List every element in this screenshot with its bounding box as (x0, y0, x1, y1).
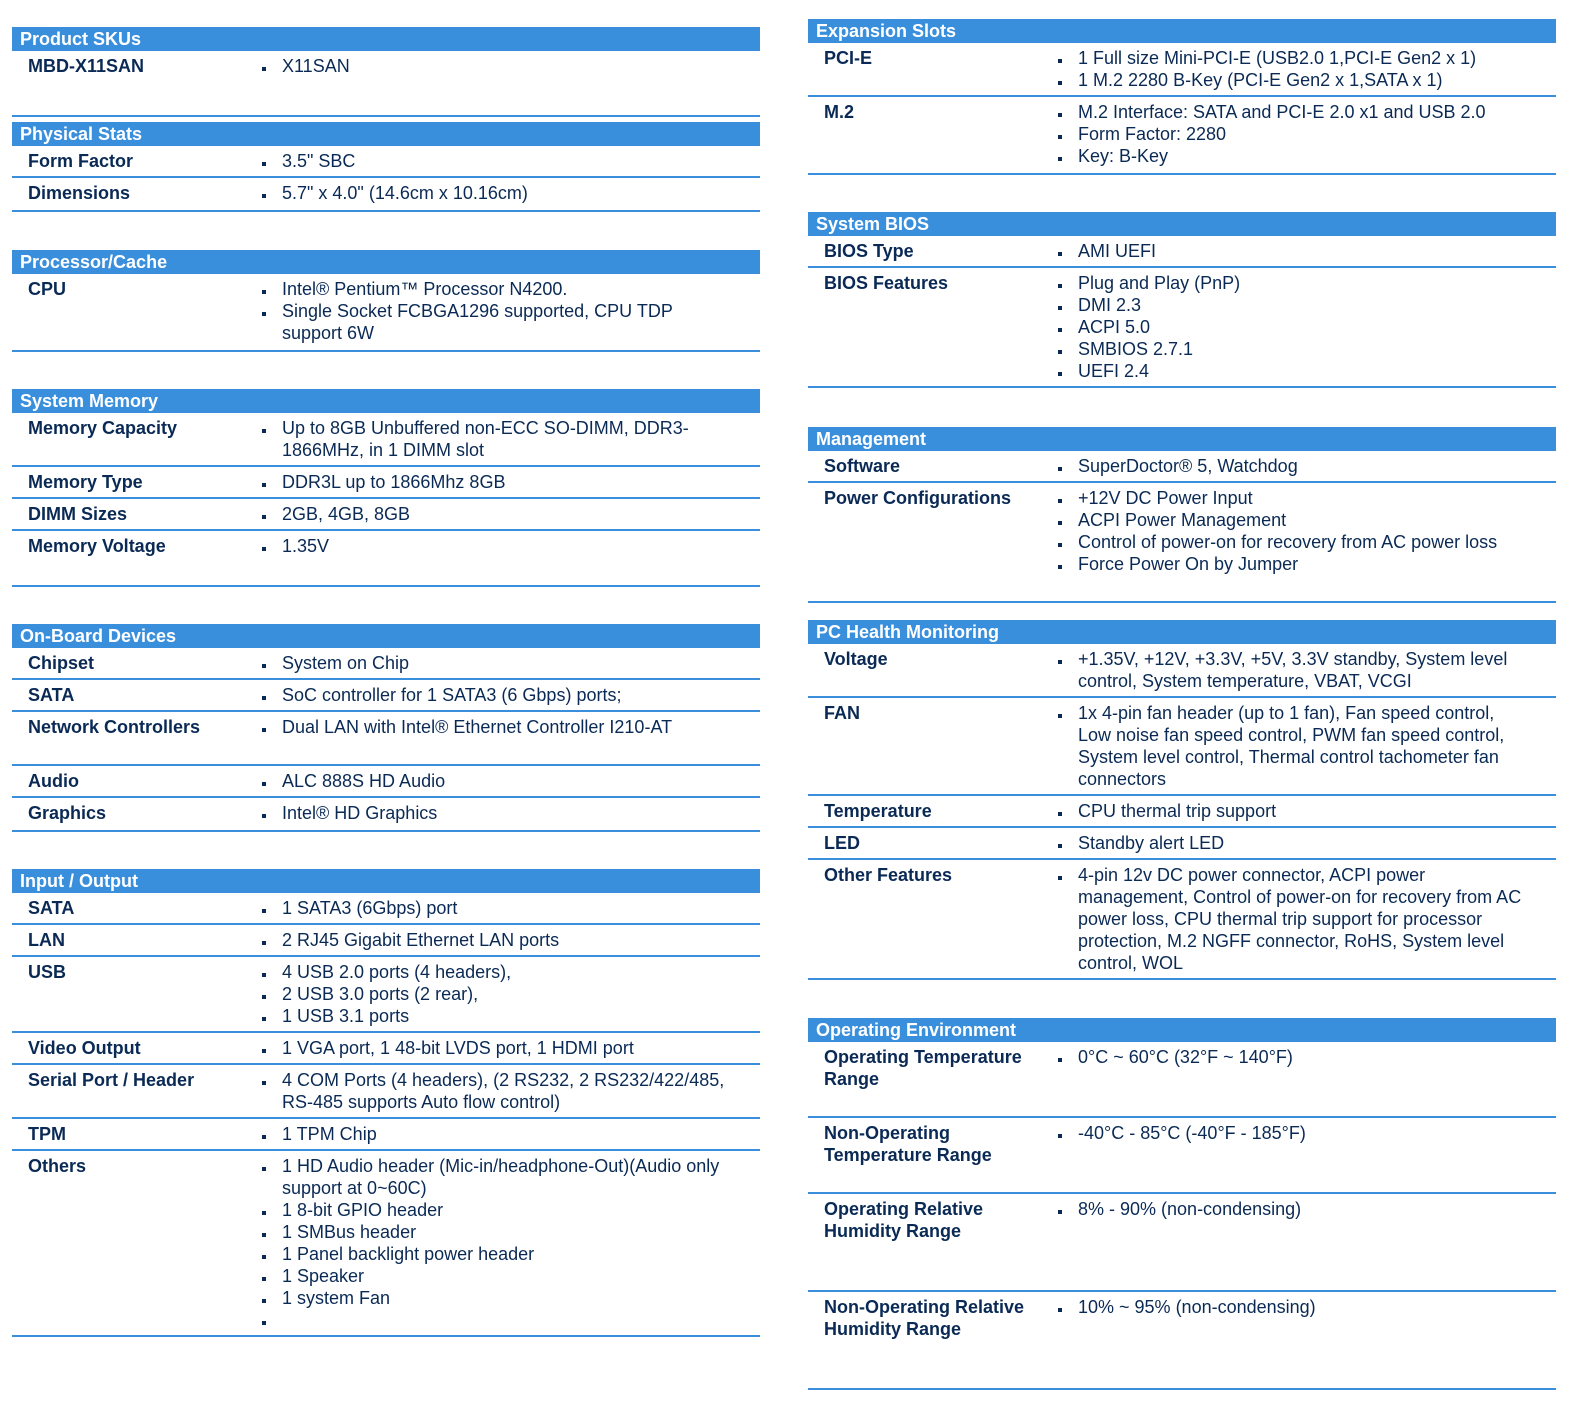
spec-value-list (282, 503, 730, 525)
spec-value: 2 RJ45 Gigabit Ethernet LAN ports (282, 929, 730, 951)
spec-label: Network Controllers (28, 717, 201, 737)
section-header-processor-cache: Processor/Cache (12, 250, 760, 274)
spec-value-list (282, 535, 730, 557)
spec-label: M.2 (824, 102, 855, 122)
spec-row (12, 1065, 760, 1119)
section-header-on-board-devices: On-Board Devices (12, 624, 760, 648)
spec-value: Intel® HD Graphics (282, 802, 730, 824)
spec-value: -40°C - 85°C (-40°F - 185°F) (1078, 1122, 1526, 1144)
section-header-system-memory: System Memory (12, 389, 760, 413)
spec-label: SATA (28, 898, 75, 918)
spec-value-list (1078, 47, 1526, 91)
spec-value-list (282, 1155, 730, 1331)
spec-row (12, 1033, 760, 1065)
spec-value-list (1078, 1122, 1526, 1144)
spec-label: Operating Temperature Range (824, 1047, 1022, 1089)
spec-label: Chipset (28, 653, 95, 673)
spec-value-list (1078, 832, 1526, 854)
spec-row (808, 860, 1556, 980)
spec-value: 1 Speaker (282, 1265, 730, 1287)
spec-value-list (282, 684, 730, 706)
spec-value-list (282, 278, 730, 344)
spec-value-list (1078, 1296, 1526, 1318)
spec-row (808, 483, 1556, 603)
spec-row (12, 467, 760, 499)
spec-value: 1 HD Audio header (Mic-in/headphone-Out)(Audio only support at 0~60C) (282, 1155, 730, 1199)
spec-row (12, 146, 760, 178)
spec-value: Form Factor: 2280 (1078, 123, 1526, 145)
section-header-product-skus: Product SKUs (12, 27, 760, 51)
spec-row (12, 712, 760, 766)
spec-value-list (282, 1037, 730, 1059)
spec-label: PCI-E (824, 48, 873, 68)
spec-value: 1.35V (282, 535, 730, 557)
spec-label: Memory Type (28, 472, 143, 492)
spec-value: SoC controller for 1 SATA3 (6 Gbps) ports; (282, 684, 730, 706)
spec-row (12, 178, 760, 212)
spec-row (808, 1194, 1556, 1292)
spec-row (808, 451, 1556, 483)
spec-value: 1 system Fan (282, 1287, 730, 1309)
spec-value-list (282, 716, 730, 738)
spec-row (12, 680, 760, 712)
spec-value-list (282, 417, 730, 461)
spec-label: TPM (28, 1124, 66, 1144)
spec-row (808, 644, 1556, 698)
spec-value: 2 USB 3.0 ports (2 rear), (282, 983, 730, 1005)
spec-value: 8% - 90% (non-condensing) (1078, 1198, 1526, 1220)
spec-value-list (1078, 702, 1526, 790)
spec-value: 1 SMBus header (282, 1221, 730, 1243)
spec-label: BIOS Features (824, 273, 949, 293)
spec-row (808, 698, 1556, 796)
spec-value: ACPI 5.0 (1078, 316, 1526, 338)
spec-value: 2GB, 4GB, 8GB (282, 503, 730, 525)
spec-value: 1 M.2 2280 B-Key (PCI-E Gen2 x 1,SATA x 1) (1078, 69, 1526, 91)
spec-value-list (282, 471, 730, 493)
spec-value-list (1078, 455, 1526, 477)
spec-value-list (282, 929, 730, 951)
spec-row (12, 893, 760, 925)
spec-value: Key: B-Key (1078, 145, 1526, 167)
spec-row (808, 268, 1556, 388)
spec-label: Other Features (824, 865, 953, 885)
spec-row (12, 51, 760, 117)
spec-value: 1 USB 3.1 ports (282, 1005, 730, 1027)
spec-row (12, 925, 760, 957)
spec-value: SMBIOS 2.7.1 (1078, 338, 1526, 360)
spec-value-list (282, 55, 730, 77)
spec-value: Up to 8GB Unbuffered non-ECC SO-DIMM, DDR3-1866MHz, in 1 DIMM slot (282, 417, 730, 461)
spec-label: BIOS Type (824, 241, 914, 261)
spec-value: 1 SATA3 (6Gbps) port (282, 897, 730, 919)
spec-value: Plug and Play (PnP) (1078, 272, 1526, 294)
spec-row (12, 531, 760, 587)
section-header-physical-stats: Physical Stats (12, 122, 760, 146)
spec-label: CPU (28, 279, 67, 299)
spec-value (282, 1309, 730, 1331)
spec-value: 3.5" SBC (282, 150, 730, 172)
spec-row (12, 648, 760, 680)
spec-row (12, 957, 760, 1033)
spec-value-list (1078, 648, 1526, 692)
spec-label: Temperature (824, 801, 932, 821)
spec-value: ACPI Power Management (1078, 509, 1526, 531)
section-header-management: Management (808, 427, 1556, 451)
spec-value: SuperDoctor® 5, Watchdog (1078, 455, 1526, 477)
spec-value-list (282, 1069, 730, 1113)
spec-value: X11SAN (282, 55, 730, 77)
spec-label: Memory Capacity (28, 418, 178, 438)
spec-value-list (1078, 1046, 1526, 1068)
spec-value: Intel® Pentium™ Processor N4200. (282, 278, 730, 300)
spec-label: FAN (824, 703, 860, 723)
spec-row (808, 43, 1556, 97)
spec-value-list (282, 802, 730, 824)
spec-value: +12V DC Power Input (1078, 487, 1526, 509)
spec-row (12, 1119, 760, 1151)
spec-label: Video Output (28, 1038, 141, 1058)
spec-label: Power Configurations (824, 488, 1012, 508)
spec-label: SATA (28, 685, 75, 705)
spec-value: 10% ~ 95% (non-condensing) (1078, 1296, 1526, 1318)
section-header-pc-health-monitoring: PC Health Monitoring (808, 620, 1556, 644)
spec-value: Control of power-on for recovery from AC power loss (1078, 531, 1526, 553)
spec-row (808, 97, 1556, 175)
spec-value: System on Chip (282, 652, 730, 674)
spec-value: 0°C ~ 60°C (32°F ~ 140°F) (1078, 1046, 1526, 1068)
spec-row (808, 1292, 1556, 1390)
spec-row (12, 274, 760, 352)
spec-label: Non-Operating Relative Humidity Range (824, 1297, 1025, 1339)
spec-value: 1 Full size Mini-PCI-E (USB2.0 1,PCI-E Gen2 x 1) (1078, 47, 1526, 69)
spec-row (12, 1151, 760, 1337)
spec-value: M.2 Interface: SATA and PCI-E 2.0 x1 and USB 2.0 (1078, 101, 1526, 123)
spec-value-list (1078, 240, 1526, 262)
spec-label: Serial Port / Header (28, 1070, 195, 1090)
section-header-operating-environment: Operating Environment (808, 1018, 1556, 1042)
spec-value-list (282, 182, 730, 204)
section-header-expansion-slots: Expansion Slots (808, 19, 1556, 43)
spec-value-list (282, 961, 730, 1027)
spec-label: MBD-X11SAN (28, 56, 145, 76)
spec-label: Dimensions (28, 183, 131, 203)
spec-value-list (1078, 101, 1526, 167)
spec-value: 1 TPM Chip (282, 1123, 730, 1145)
spec-label: Memory Voltage (28, 536, 166, 556)
spec-value-list (1078, 487, 1526, 575)
spec-value-list (1078, 272, 1526, 382)
spec-value-list (1078, 1198, 1526, 1220)
spec-value: UEFI 2.4 (1078, 360, 1526, 382)
spec-value-list (282, 150, 730, 172)
spec-row (12, 413, 760, 467)
section-header-system-bios: System BIOS (808, 212, 1556, 236)
spec-value-list (282, 652, 730, 674)
spec-label: Form Factor (28, 151, 134, 171)
spec-label: Voltage (824, 649, 888, 669)
spec-value: Dual LAN with Intel® Ethernet Controller I210-AT (282, 716, 730, 738)
spec-value: CPU thermal trip support (1078, 800, 1526, 822)
spec-row (808, 236, 1556, 268)
spec-value-list (1078, 864, 1526, 974)
spec-value: Standby alert LED (1078, 832, 1526, 854)
spec-value-list (1078, 800, 1526, 822)
spec-row (808, 1118, 1556, 1194)
spec-value-list (282, 770, 730, 792)
section-header-input-output: Input / Output (12, 869, 760, 893)
spec-value: DMI 2.3 (1078, 294, 1526, 316)
spec-row (12, 798, 760, 832)
spec-row (808, 828, 1556, 860)
spec-value: DDR3L up to 1866Mhz 8GB (282, 471, 730, 493)
spec-value-list (282, 1123, 730, 1145)
spec-label: Non-Operating Temperature Range (824, 1123, 992, 1165)
spec-value: 5.7" x 4.0" (14.6cm x 10.16cm) (282, 182, 730, 204)
spec-value: AMI UEFI (1078, 240, 1526, 262)
spec-row (808, 796, 1556, 828)
spec-value: 1x 4-pin fan header (up to 1 fan), Fan speed control, Low noise fan speed control, PWM fan speed control, System level control, Thermal control tachometer fan connectors (1078, 702, 1526, 790)
spec-row (12, 766, 760, 798)
spec-label: LAN (28, 930, 65, 950)
spec-value: 1 VGA port, 1 48-bit LVDS port, 1 HDMI port (282, 1037, 730, 1059)
spec-label: Software (824, 456, 901, 476)
spec-value: 4 COM Ports (4 headers), (2 RS232, 2 RS232/422/485, RS-485 supports Auto flow control) (282, 1069, 730, 1113)
spec-label: USB (28, 962, 67, 982)
spec-label: DIMM Sizes (28, 504, 128, 524)
spec-label: Audio (28, 771, 79, 791)
spec-value: 4-pin 12v DC power connector, ACPI power management, Control of power-on for recovery from AC power loss, CPU thermal trip support for processor protection, M.2 NGFF connector, RoHS, System level control, WOL (1078, 864, 1526, 974)
spec-value: Force Power On by Jumper (1078, 553, 1526, 575)
spec-label: Others (28, 1156, 87, 1176)
spec-label: LED (824, 833, 860, 853)
spec-value: Single Socket FCBGA1296 supported, CPU TDP support 6W (282, 300, 730, 344)
spec-value: 1 8-bit GPIO header (282, 1199, 730, 1221)
spec-row (808, 1042, 1556, 1118)
spec-label: Operating Relative Humidity Range (824, 1199, 984, 1241)
spec-value: 4 USB 2.0 ports (4 headers), (282, 961, 730, 983)
spec-label: Graphics (28, 803, 107, 823)
spec-value-list (282, 897, 730, 919)
spec-row (12, 499, 760, 531)
spec-value: ALC 888S HD Audio (282, 770, 730, 792)
spec-value: +1.35V, +12V, +3.3V, +5V, 3.3V standby, System level control, System temperature, VBAT, VCGI (1078, 648, 1526, 692)
spec-value: 1 Panel backlight power header (282, 1243, 730, 1265)
